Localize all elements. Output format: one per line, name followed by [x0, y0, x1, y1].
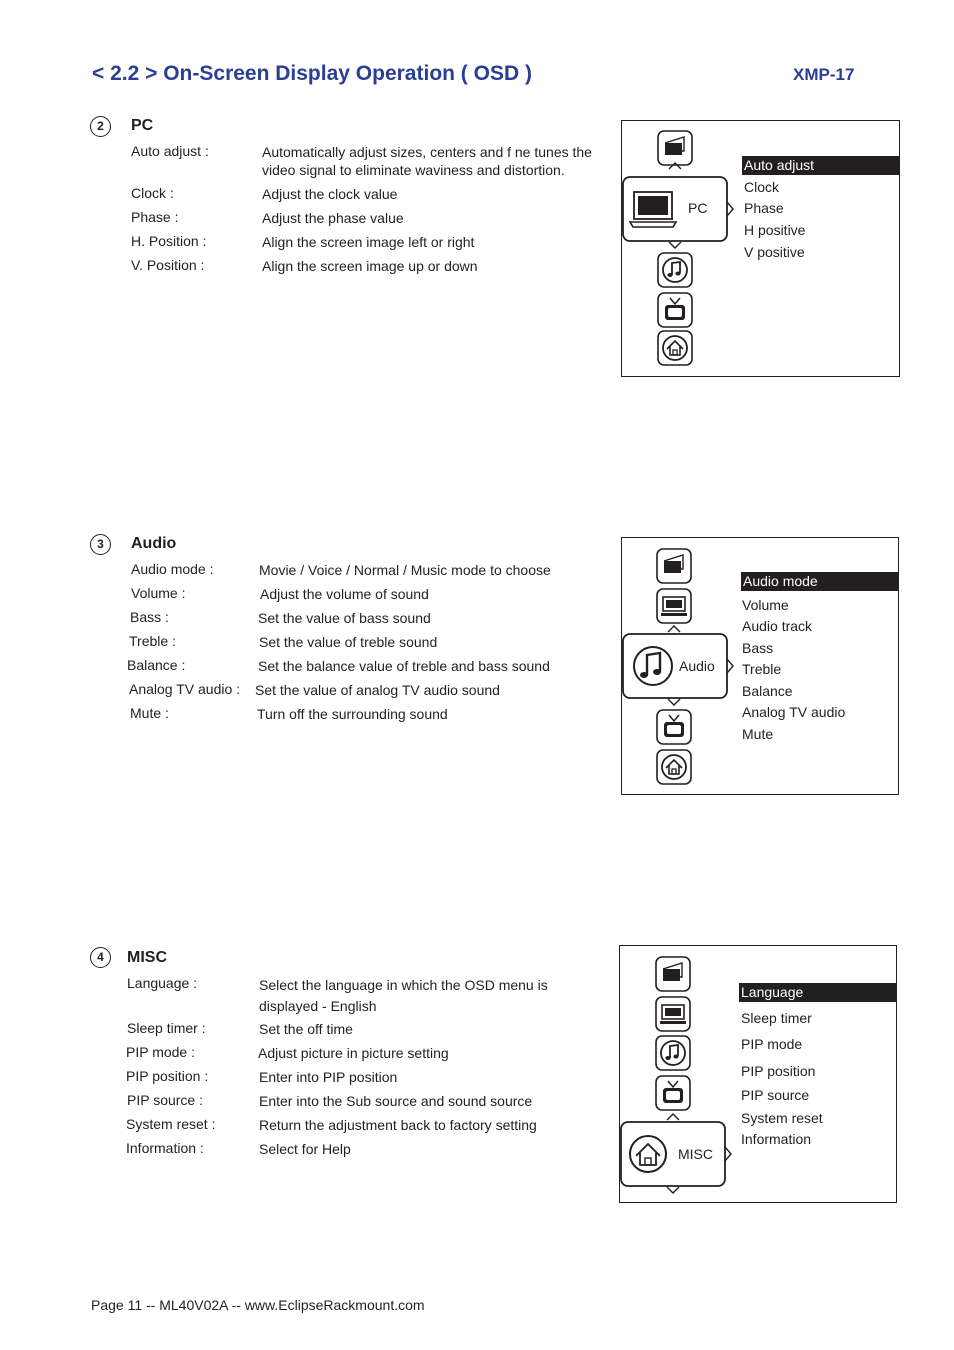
audio-desc-bass: Set the value of bass sound — [258, 610, 431, 626]
picture-icon[interactable] — [657, 549, 691, 583]
pc-desc-phase: Adjust the phase value — [262, 210, 404, 226]
audio-term-treble: Treble : — [129, 633, 176, 649]
section-number-misc: 4 — [90, 947, 111, 968]
menu-item-balance[interactable]: Balance — [742, 683, 793, 699]
menu-item-volume[interactable]: Volume — [742, 597, 789, 613]
model-label: XMP-17 — [793, 65, 855, 84]
menu-item-analog-tv-audio[interactable]: Analog TV audio — [742, 704, 846, 720]
home-icon[interactable] — [658, 331, 692, 365]
menu-item-pip-source[interactable]: PIP source — [741, 1087, 810, 1103]
misc-term-system-reset: System reset : — [126, 1116, 216, 1132]
audio-desc-mute: Turn off the surrounding sound — [257, 706, 448, 722]
section-title-pc: PC — [131, 117, 154, 134]
picture-icon[interactable] — [656, 957, 690, 991]
menu-item-audio-track[interactable]: Audio track — [742, 618, 813, 634]
page-footer: Page 11 -- ML40V02A -- www.EclipseRackmount.com — [91, 1297, 425, 1313]
menu-item-information[interactable]: Information — [741, 1131, 812, 1147]
tv-icon[interactable] — [657, 710, 691, 744]
menu-item-system-reset[interactable]: System reset — [741, 1110, 823, 1126]
misc-desc-pip-position: Enter into PIP position — [259, 1069, 398, 1085]
audio-term-volume: Volume : — [131, 585, 186, 601]
audio-desc-balance: Set the balance value of treble and bass sound — [258, 658, 550, 674]
pc-desc-auto-adjust: Automatically adjust sizes, centers and f ne tunes the video signal to eliminate waviness and distortion. — [262, 144, 592, 178]
audio-desc-analog-tv-audio: Set the value of analog TV audio sound — [255, 682, 500, 698]
pc-desc-h-position: Align the screen image left or right — [262, 234, 475, 250]
chevron-right-icon — [727, 659, 733, 673]
misc-desc-information: Select for Help — [259, 1141, 351, 1157]
menu-item-treble[interactable]: Treble — [742, 661, 782, 677]
music-note-icon[interactable] — [658, 253, 692, 287]
chevron-down-icon — [667, 1187, 679, 1193]
menu-item-clock[interactable]: Clock — [744, 179, 780, 195]
section-number-pc: 2 — [90, 116, 111, 137]
chevron-up-icon — [667, 1114, 679, 1120]
audio-desc-treble: Set the value of treble sound — [259, 634, 438, 650]
menu-item-mute[interactable]: Mute — [742, 726, 774, 742]
pc-term-h-position: H. Position : — [131, 233, 207, 249]
misc-term-information: Information : — [126, 1140, 204, 1156]
osd-menu-pc — [621, 120, 900, 377]
misc-desc-language: Select the language in which the OSD menu is displayed - English — [259, 977, 548, 1014]
audio-term-bass: Bass : — [130, 609, 169, 625]
misc-term-pip-mode: PIP mode : — [126, 1044, 196, 1060]
selected-category-label: PC — [688, 200, 708, 216]
audio-term-mute: Mute : — [130, 705, 169, 721]
audio-term-audio-mode: Audio mode : — [131, 561, 214, 577]
misc-term-sleep-timer: Sleep timer : — [127, 1020, 206, 1036]
misc-desc-sleep-timer: Set the off time — [259, 1021, 353, 1037]
menu-item-pip-mode[interactable]: PIP mode — [741, 1036, 803, 1052]
pc-term-auto-adjust: Auto adjust : — [131, 143, 209, 159]
misc-term-pip-position: PIP position : — [126, 1068, 209, 1084]
section-title-audio: Audio — [131, 535, 177, 552]
chevron-down-icon — [668, 699, 680, 705]
audio-desc-volume: Adjust the volume of sound — [260, 586, 429, 602]
audio-term-analog-tv-audio: Analog TV audio : — [129, 681, 241, 697]
misc-desc-pip-source: Enter into the Sub source and sound source — [259, 1093, 533, 1109]
music-note-icon[interactable] — [656, 1036, 690, 1070]
pc-desc-clock: Adjust the clock value — [262, 186, 398, 202]
misc-desc-system-reset: Return the adjustment back to factory setting — [259, 1117, 537, 1133]
menu-item-language[interactable]: Language — [739, 983, 896, 1002]
osd-menu-audio — [621, 537, 899, 795]
tv-icon[interactable] — [658, 293, 692, 327]
pc-term-clock: Clock : — [131, 185, 174, 201]
section-title-misc: MISC — [127, 949, 167, 966]
pc-term-phase: Phase : — [131, 209, 179, 225]
section-number-audio: 3 — [90, 534, 111, 555]
chevron-down-icon — [669, 242, 681, 248]
chevron-right-icon — [725, 1147, 731, 1161]
chevron-right-icon — [727, 202, 733, 216]
misc-desc-pip-mode: Adjust picture in picture setting — [258, 1045, 449, 1061]
osd-menu-misc — [619, 945, 897, 1203]
menu-item-audio-mode[interactable]: Audio mode — [741, 572, 898, 591]
tv-icon[interactable] — [656, 1076, 690, 1110]
page-title: < 2.2 > On-Screen Display Operation ( OSD ) — [92, 62, 532, 85]
picture-icon[interactable] — [658, 131, 692, 165]
menu-item-h-positive[interactable]: H positive — [744, 222, 806, 238]
menu-item-phase[interactable]: Phase — [744, 200, 784, 216]
misc-term-language: Language : — [127, 975, 198, 991]
pc-term-v-position: V. Position : — [131, 257, 205, 273]
home-icon[interactable] — [657, 750, 691, 784]
selected-category-label: Audio — [679, 658, 715, 674]
monitor-icon[interactable] — [657, 589, 691, 623]
chevron-up-icon — [668, 626, 680, 632]
selected-category-label: MISC — [678, 1146, 713, 1162]
menu-item-auto-adjust[interactable]: Auto adjust — [742, 156, 899, 175]
pc-desc-v-position: Align the screen image up or down — [262, 258, 478, 274]
monitor-icon[interactable] — [656, 997, 690, 1031]
audio-term-balance: Balance : — [127, 657, 186, 673]
menu-item-pip-position[interactable]: PIP position — [741, 1063, 816, 1079]
misc-term-pip-source: PIP source : — [127, 1092, 204, 1108]
audio-desc-audio-mode: Movie / Voice / Normal / Music mode to choose — [259, 562, 551, 578]
menu-item-sleep-timer[interactable]: Sleep timer — [741, 1010, 812, 1026]
menu-item-bass[interactable]: Bass — [742, 640, 774, 656]
menu-item-v-positive[interactable]: V positive — [744, 244, 805, 260]
